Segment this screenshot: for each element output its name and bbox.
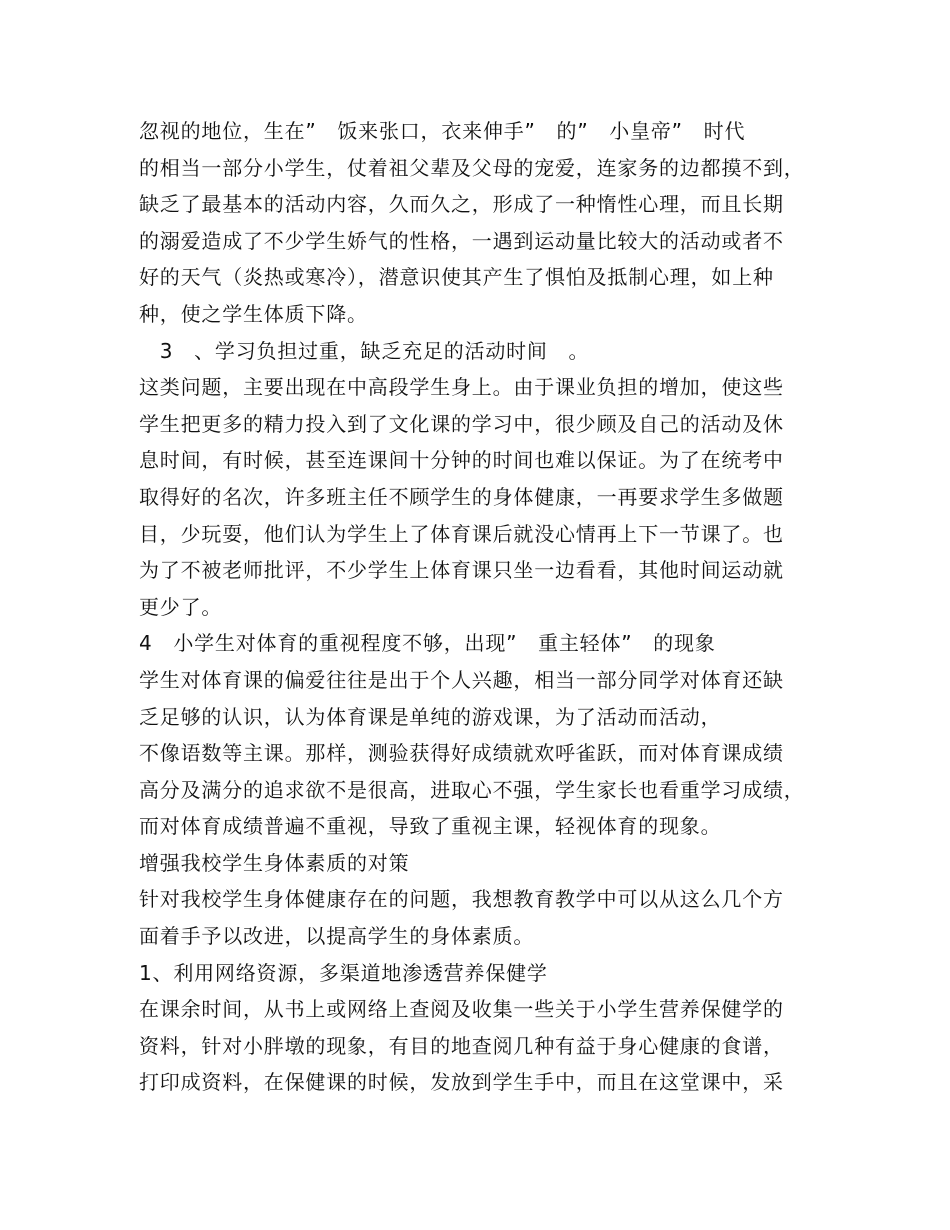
- text-line: 的溺爱造成了不少学生娇气的性格，一遇到运动量比较大的活动或者不: [139, 228, 784, 253]
- text-line: 缺乏了最基本的活动内容，久而久之，形成了一种惰性心理，而且长期: [139, 192, 784, 217]
- text-line: 而对体育成绩普遍不重视，导致了重视主课，轻视体育的现象。: [139, 814, 722, 839]
- text-line: 针对我校学生身体健康存在的问题，我想教育教学中可以从这么几个方: [139, 887, 784, 912]
- text-line: 资料，针对小胖墩的现象，有目的地查阅几种有益于身心健康的食谱，: [139, 1033, 784, 1058]
- section-heading: 4 小学生对体育的重视程度不够，出现” 重主轻体” 的现象: [139, 631, 716, 656]
- text-line: 在课余时间，从书上或网络上查阅及收集一些关于小学生营养保健学的: [139, 997, 784, 1022]
- text-line: 好的天气（炎热或寒冷），潜意识使其产生了惧怕及抵制心理，如上种: [139, 265, 774, 290]
- text-line: 学生对体育课的偏爱往往是出于个人兴趣，相当一部分同学对体育还缺: [139, 667, 784, 692]
- text-line: 面着手予以改进，以提高学生的身体素质。: [139, 924, 535, 949]
- text-line: 学生把更多的精力投入到了文化课的学习中，很少顾及自己的活动及休: [139, 411, 784, 436]
- text-line: 打印成资料，在保健课的时候，发放到学生手中，而且在这堂课中，采: [139, 1070, 784, 1095]
- text-line: 不像语数等主课。那样，测验获得好成绩就欢呼雀跃，而对体育课成绩: [139, 741, 784, 766]
- section-heading: 增强我校学生身体素质的对策: [139, 850, 410, 875]
- text-line: 忽视的地位，生在” 饭来张口，衣来伸手” 的” 小皇帝” 时代: [139, 119, 746, 143]
- text-line: 更少了。: [139, 594, 223, 619]
- text-line: 息时间，有时候，甚至连课间十分钟的时间也难以保证。为了在统考中: [139, 448, 784, 473]
- text-line: 为了不被老师批评，不少学生上体育课只坐一边看看，其他时间运动就: [139, 558, 784, 583]
- text-line: 取得好的名次，许多班主任不顾学生的身体健康，一再要求学生多做题: [139, 484, 784, 509]
- text-line: 乏足够的认识，认为体育课是单纯的游戏课，为了活动而活动，: [139, 704, 722, 729]
- section-heading: 3 、学习负担过重，缺乏充足的活动时间 。: [139, 338, 590, 363]
- text-line: 这类问题，主要出现在中高段学生身上。由于课业负担的增加，使这些: [139, 375, 784, 400]
- text-line: 种，使之学生体质下降。: [139, 301, 368, 326]
- text-line: 的相当一部分小学生，仗着祖父辈及父母的宠爱，连家务的边都摸不到，: [139, 155, 805, 180]
- text-line: 目，少玩耍，他们认为学生上了体育课后就没心情再上下一节课了。也: [139, 521, 784, 546]
- body-text: [139, 113, 829, 1101]
- text-line: 高分及满分的追求欲不是很高，进取心不强，学生家长也看重学习成绩，: [139, 777, 805, 802]
- section-heading: 1、利用网络资源，多渠道地渗透营养保健学: [139, 960, 548, 985]
